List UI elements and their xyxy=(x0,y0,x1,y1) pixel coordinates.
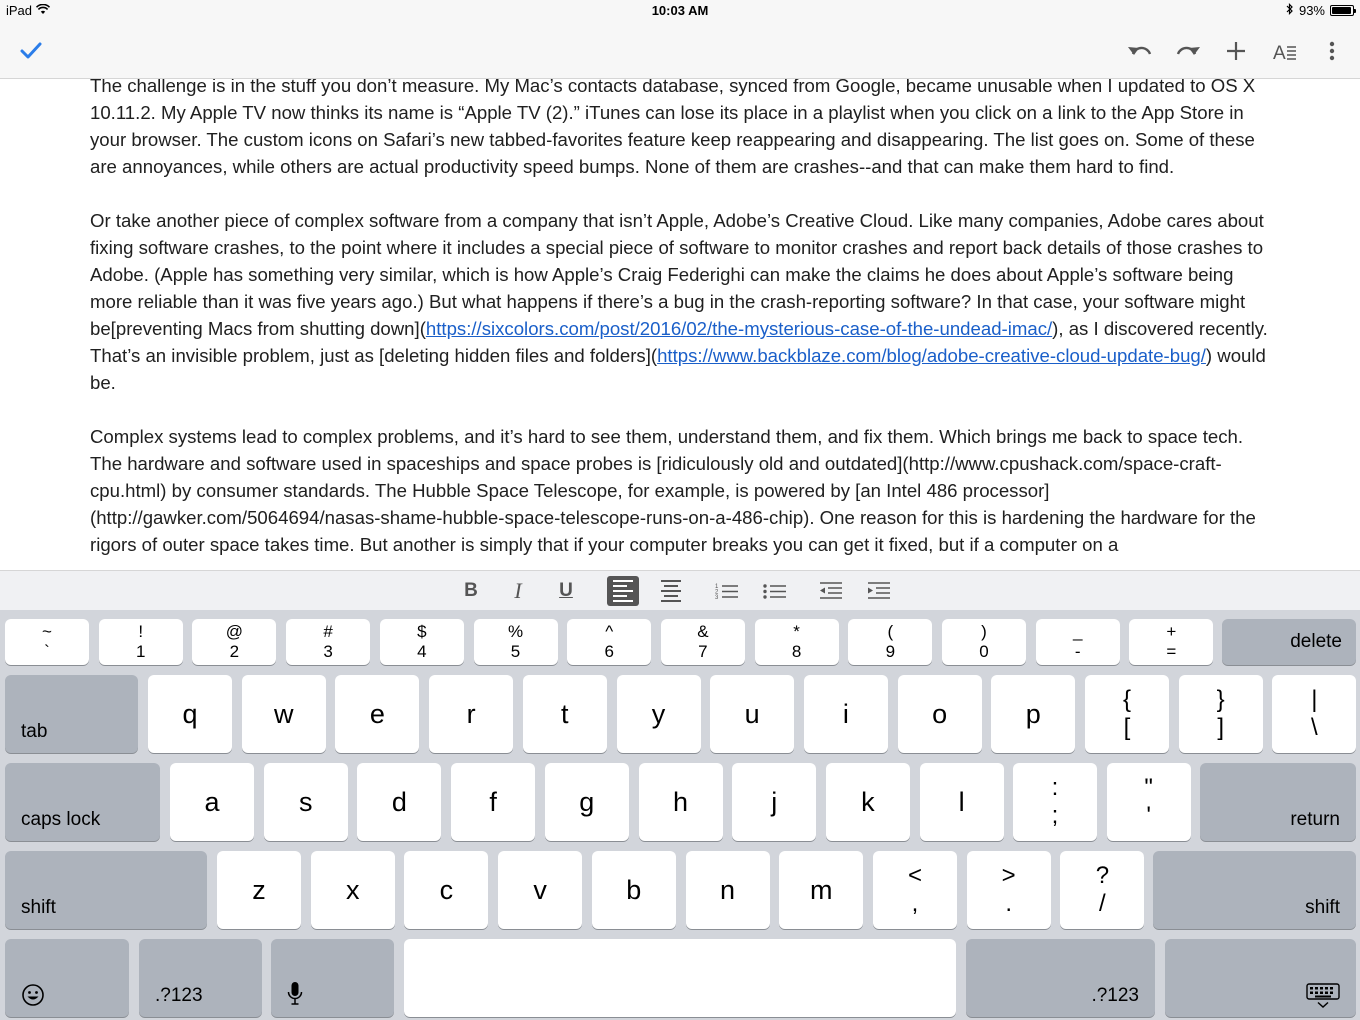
key-label: shift xyxy=(1305,897,1340,918)
key-e[interactable] xyxy=(335,675,419,753)
italic-button[interactable]: I xyxy=(514,578,522,603)
key-label: x xyxy=(345,874,360,905)
key-label: 2 xyxy=(229,642,240,661)
key-label: e xyxy=(369,698,385,729)
key-label: i xyxy=(842,698,849,729)
key-r[interactable] xyxy=(429,675,513,753)
key-label: tab xyxy=(21,721,48,742)
paragraph-text: Or take another piece of complex software from a company that isn’t Apple, Adobe’s Creative Cloud. Like many companies, Adobe cares about fixing software crashes, to the point where it includes a special piece of software to monitor crashes and report back details of those crashes to Adobe. (Apple has something very similar, which is how Apple’s Craig Federighi can make the claims he does about Apple’s software being more reliable than it was five years ago.) But what happens if there’s a bug in the crash-reporting software? In that case, your software might be[preventing Macs from shutting down]( xyxy=(90,210,1264,339)
key-`[interactable] xyxy=(5,619,89,665)
key-b[interactable] xyxy=(592,851,676,929)
key-z[interactable] xyxy=(217,851,301,929)
key-j[interactable] xyxy=(732,763,816,841)
numbers-key-left[interactable] xyxy=(139,939,262,1017)
editor-toolbar xyxy=(0,22,1360,79)
key-label: j xyxy=(771,786,778,817)
document-area[interactable] xyxy=(0,79,1360,570)
key-label: u xyxy=(744,698,760,729)
key-l[interactable] xyxy=(920,763,1004,841)
device-label: iPad xyxy=(6,3,33,18)
redo-icon[interactable] xyxy=(1171,34,1205,68)
key-m[interactable] xyxy=(779,851,863,929)
key-label: { xyxy=(1122,686,1131,713)
decrease-indent-icon[interactable] xyxy=(815,576,847,606)
paragraph-text: ) would be. xyxy=(90,345,1266,393)
key-label: * xyxy=(793,622,800,641)
key-label: o xyxy=(932,698,948,729)
key-4[interactable] xyxy=(380,619,464,665)
key-w[interactable] xyxy=(242,675,326,753)
key-k[interactable] xyxy=(826,763,910,841)
key-label: b xyxy=(626,874,642,905)
paragraph[interactable]: Complex systems lead to complex problems, and it’s hard to see them, understand them, and fix them. Which brings me back to space tech. The hardware and software used in spaceships and space probes is [ridiculously old and outdated](http://www.cpushack.com/space-craft-cpu.html) by consumer standards. The Hubble Space Telescope, for example, is powered by [an Intel 486 processor](http://gawker.com/5064694/nasas-shame-hubble-space-telescope-runs-on-a-486-chip). One reason for this is hardening the hardware for the rigors of outer space takes time. But another is simply that if your computer breaks you can get it fixed, but if a computer on a xyxy=(90,426,1256,555)
align-center-icon[interactable] xyxy=(655,576,687,606)
key-label: t xyxy=(561,698,569,729)
key-7[interactable] xyxy=(661,619,745,665)
key-x[interactable] xyxy=(311,851,395,929)
key-label: 0 xyxy=(979,642,989,661)
key-label: ` xyxy=(44,642,50,661)
key-label: [ xyxy=(1123,714,1131,741)
key-label: ? xyxy=(1095,862,1110,889)
key-label: , xyxy=(911,890,919,917)
key-t[interactable] xyxy=(523,675,607,753)
key-0[interactable] xyxy=(942,619,1026,665)
key-q[interactable] xyxy=(148,675,232,753)
key-1[interactable] xyxy=(99,619,183,665)
key-symbol[interactable] xyxy=(1272,675,1356,753)
document-body[interactable] xyxy=(90,79,1275,570)
checkmark-icon[interactable] xyxy=(14,34,48,68)
battery-percent: 93% xyxy=(1298,3,1325,18)
key-label: f xyxy=(489,786,497,817)
key-label: ^ xyxy=(605,622,614,641)
key-f[interactable] xyxy=(451,763,535,841)
key-label: | xyxy=(1311,686,1318,713)
key-label: @ xyxy=(225,622,244,641)
key-label: 3 xyxy=(323,642,333,661)
key-label: w xyxy=(273,698,294,729)
key-label: ' xyxy=(1146,802,1151,829)
key-9[interactable] xyxy=(848,619,932,665)
svg-text:A: A xyxy=(1273,43,1286,61)
plus-icon[interactable] xyxy=(1219,34,1253,68)
key-label: & xyxy=(697,622,709,641)
key-symbol[interactable] xyxy=(1085,675,1169,753)
key-label: 4 xyxy=(417,642,427,661)
key-label: # xyxy=(323,622,333,641)
key-label: z xyxy=(252,874,266,905)
key-label: .?123 xyxy=(155,985,203,1006)
format-bar xyxy=(0,570,1360,610)
svg-text:3: 3 xyxy=(715,595,719,600)
key-label: % xyxy=(507,622,524,641)
key-label: v xyxy=(533,874,547,905)
key-s[interactable] xyxy=(264,763,348,841)
key-label: ; xyxy=(1051,802,1059,829)
paragraph[interactable]: The challenge is in the stuff you don’t measure. My Mac’s contacts database, synced from Google, became unusable when I updated to OS X 10.11.2. My Apple TV now thinks its name is “Apple TV (2).” iTunes can lose its place in a playlist when you click on a link to the App Store in your browser. The custom icons on Safari’s new tabbed-favorites feature keep reappearing and disappearing. The list goes on. Some of these are annoyances, while others are actual productivity speed bumps. None of them are crashes--and that can make them hard to find. xyxy=(90,79,1256,177)
emoji-key[interactable] xyxy=(5,939,129,1017)
bullet-list-icon[interactable] xyxy=(759,576,791,606)
key-label: _ xyxy=(1072,622,1083,641)
key-label: : xyxy=(1051,774,1059,801)
key-label: 7 xyxy=(698,642,708,661)
key-p[interactable] xyxy=(991,675,1075,753)
key-label: l xyxy=(958,786,965,817)
shift-key-left[interactable] xyxy=(5,851,207,929)
paragraph-text: ), as I discovered recently. That’s an invisible problem, just as [deleting hidden files and folders]( xyxy=(90,318,1268,366)
key-symbol[interactable] xyxy=(1179,675,1263,753)
microphone-icon xyxy=(287,981,303,1007)
key-v[interactable] xyxy=(498,851,582,929)
key-label: < xyxy=(907,862,922,889)
link-sixcolors[interactable]: https://sixcolors.com/post/2016/02/the-mysterious-case-of-the-undead-imac/ xyxy=(425,318,1053,339)
key-symbol[interactable] xyxy=(1013,763,1097,841)
key-label: - xyxy=(1074,642,1081,661)
key-label: caps lock xyxy=(21,809,101,830)
key-3[interactable] xyxy=(286,619,370,665)
key-label: return xyxy=(1290,809,1340,830)
numbers-key-right[interactable] xyxy=(966,939,1155,1017)
key-label: h xyxy=(672,786,689,817)
key-label: .?123 xyxy=(1091,985,1139,1006)
key-label: delete xyxy=(1290,631,1342,652)
key-6[interactable] xyxy=(567,619,651,665)
underline-button[interactable]: U xyxy=(559,580,573,601)
key-2[interactable] xyxy=(192,619,276,665)
return-key[interactable] xyxy=(1200,763,1356,841)
key-label: } xyxy=(1216,686,1225,713)
shift-key-right[interactable] xyxy=(1153,851,1356,929)
text-format-icon[interactable] xyxy=(1268,34,1302,68)
svg-text:2: 2 xyxy=(715,589,719,596)
key-symbol[interactable] xyxy=(873,851,957,929)
key-label: ) xyxy=(981,622,987,641)
delete-key[interactable] xyxy=(1222,619,1356,665)
key-label: + xyxy=(1166,622,1177,641)
caps-lock-key[interactable] xyxy=(5,763,160,841)
key-symbol[interactable] xyxy=(1107,763,1191,841)
key-label: ( xyxy=(887,622,894,641)
more-vertical-icon[interactable] xyxy=(1315,34,1349,68)
key-g[interactable] xyxy=(545,763,629,841)
key-label: / xyxy=(1099,890,1106,917)
key-label: y xyxy=(651,698,666,729)
key-label: g xyxy=(579,786,595,817)
key-label: ] xyxy=(1217,714,1225,741)
key-label: c xyxy=(439,874,454,905)
key-label: s xyxy=(298,786,313,817)
key-label: 9 xyxy=(885,642,896,661)
emoji-icon xyxy=(21,983,45,1007)
key-label: 5 xyxy=(510,642,521,661)
key-label: 1 xyxy=(135,642,146,661)
key-8[interactable] xyxy=(755,619,839,665)
key-label: 6 xyxy=(604,642,614,661)
align-left-icon[interactable] xyxy=(607,576,639,606)
key-label: $ xyxy=(417,622,427,641)
key-a[interactable] xyxy=(170,763,254,841)
key-n[interactable] xyxy=(686,851,770,929)
increase-indent-icon[interactable] xyxy=(863,576,895,606)
key-label: shift xyxy=(21,897,56,918)
onscreen-keyboard xyxy=(0,610,1360,1020)
key-label: " xyxy=(1144,774,1153,801)
svg-text:1: 1 xyxy=(715,584,719,590)
hide-keyboard-icon xyxy=(1306,983,1340,1009)
key-label: r xyxy=(466,698,476,729)
key-d[interactable] xyxy=(357,763,441,841)
bluetooth-icon xyxy=(1286,3,1294,18)
key-symbol[interactable] xyxy=(967,851,1051,929)
key-label: 8 xyxy=(791,642,802,661)
key-i[interactable] xyxy=(804,675,888,753)
paragraph[interactable] xyxy=(90,207,1275,396)
key-label: . xyxy=(1005,890,1013,917)
numbered-list-icon[interactable] xyxy=(711,576,743,606)
key-c[interactable] xyxy=(404,851,488,929)
key-label: = xyxy=(1166,642,1177,661)
key-label: n xyxy=(719,874,736,905)
status-bar xyxy=(0,0,1360,22)
key-label: > xyxy=(1001,862,1016,889)
key-5[interactable] xyxy=(474,619,558,665)
key-label: p xyxy=(1025,698,1041,729)
key-label: k xyxy=(861,786,875,817)
link-backblaze[interactable]: https://www.backblaze.com/blog/adobe-creative-cloud-update-bug/ xyxy=(657,345,1206,366)
key-u[interactable] xyxy=(710,675,794,753)
clock: 10:03 AM xyxy=(651,3,709,18)
key-h[interactable] xyxy=(639,763,723,841)
dictation-key[interactable] xyxy=(271,939,394,1017)
key-o[interactable] xyxy=(898,675,982,753)
key-y[interactable] xyxy=(617,675,701,753)
tab-key[interactable] xyxy=(5,675,138,753)
key-label: m xyxy=(809,874,833,905)
key-label: ~ xyxy=(42,622,52,641)
key-label: q xyxy=(182,698,198,729)
key-=[interactable] xyxy=(1129,619,1213,665)
hide-keyboard-key[interactable] xyxy=(1165,939,1356,1017)
undo-icon[interactable] xyxy=(1123,34,1157,68)
key-symbol[interactable] xyxy=(1060,851,1144,929)
key-label: a xyxy=(204,786,220,817)
space-key[interactable] xyxy=(404,939,956,1017)
key--[interactable] xyxy=(1036,619,1120,665)
battery-icon xyxy=(1330,5,1354,16)
key-label: \ xyxy=(1311,714,1318,741)
bold-button[interactable]: B xyxy=(464,580,478,601)
key-label: ! xyxy=(138,622,144,641)
key-label: d xyxy=(391,786,407,817)
